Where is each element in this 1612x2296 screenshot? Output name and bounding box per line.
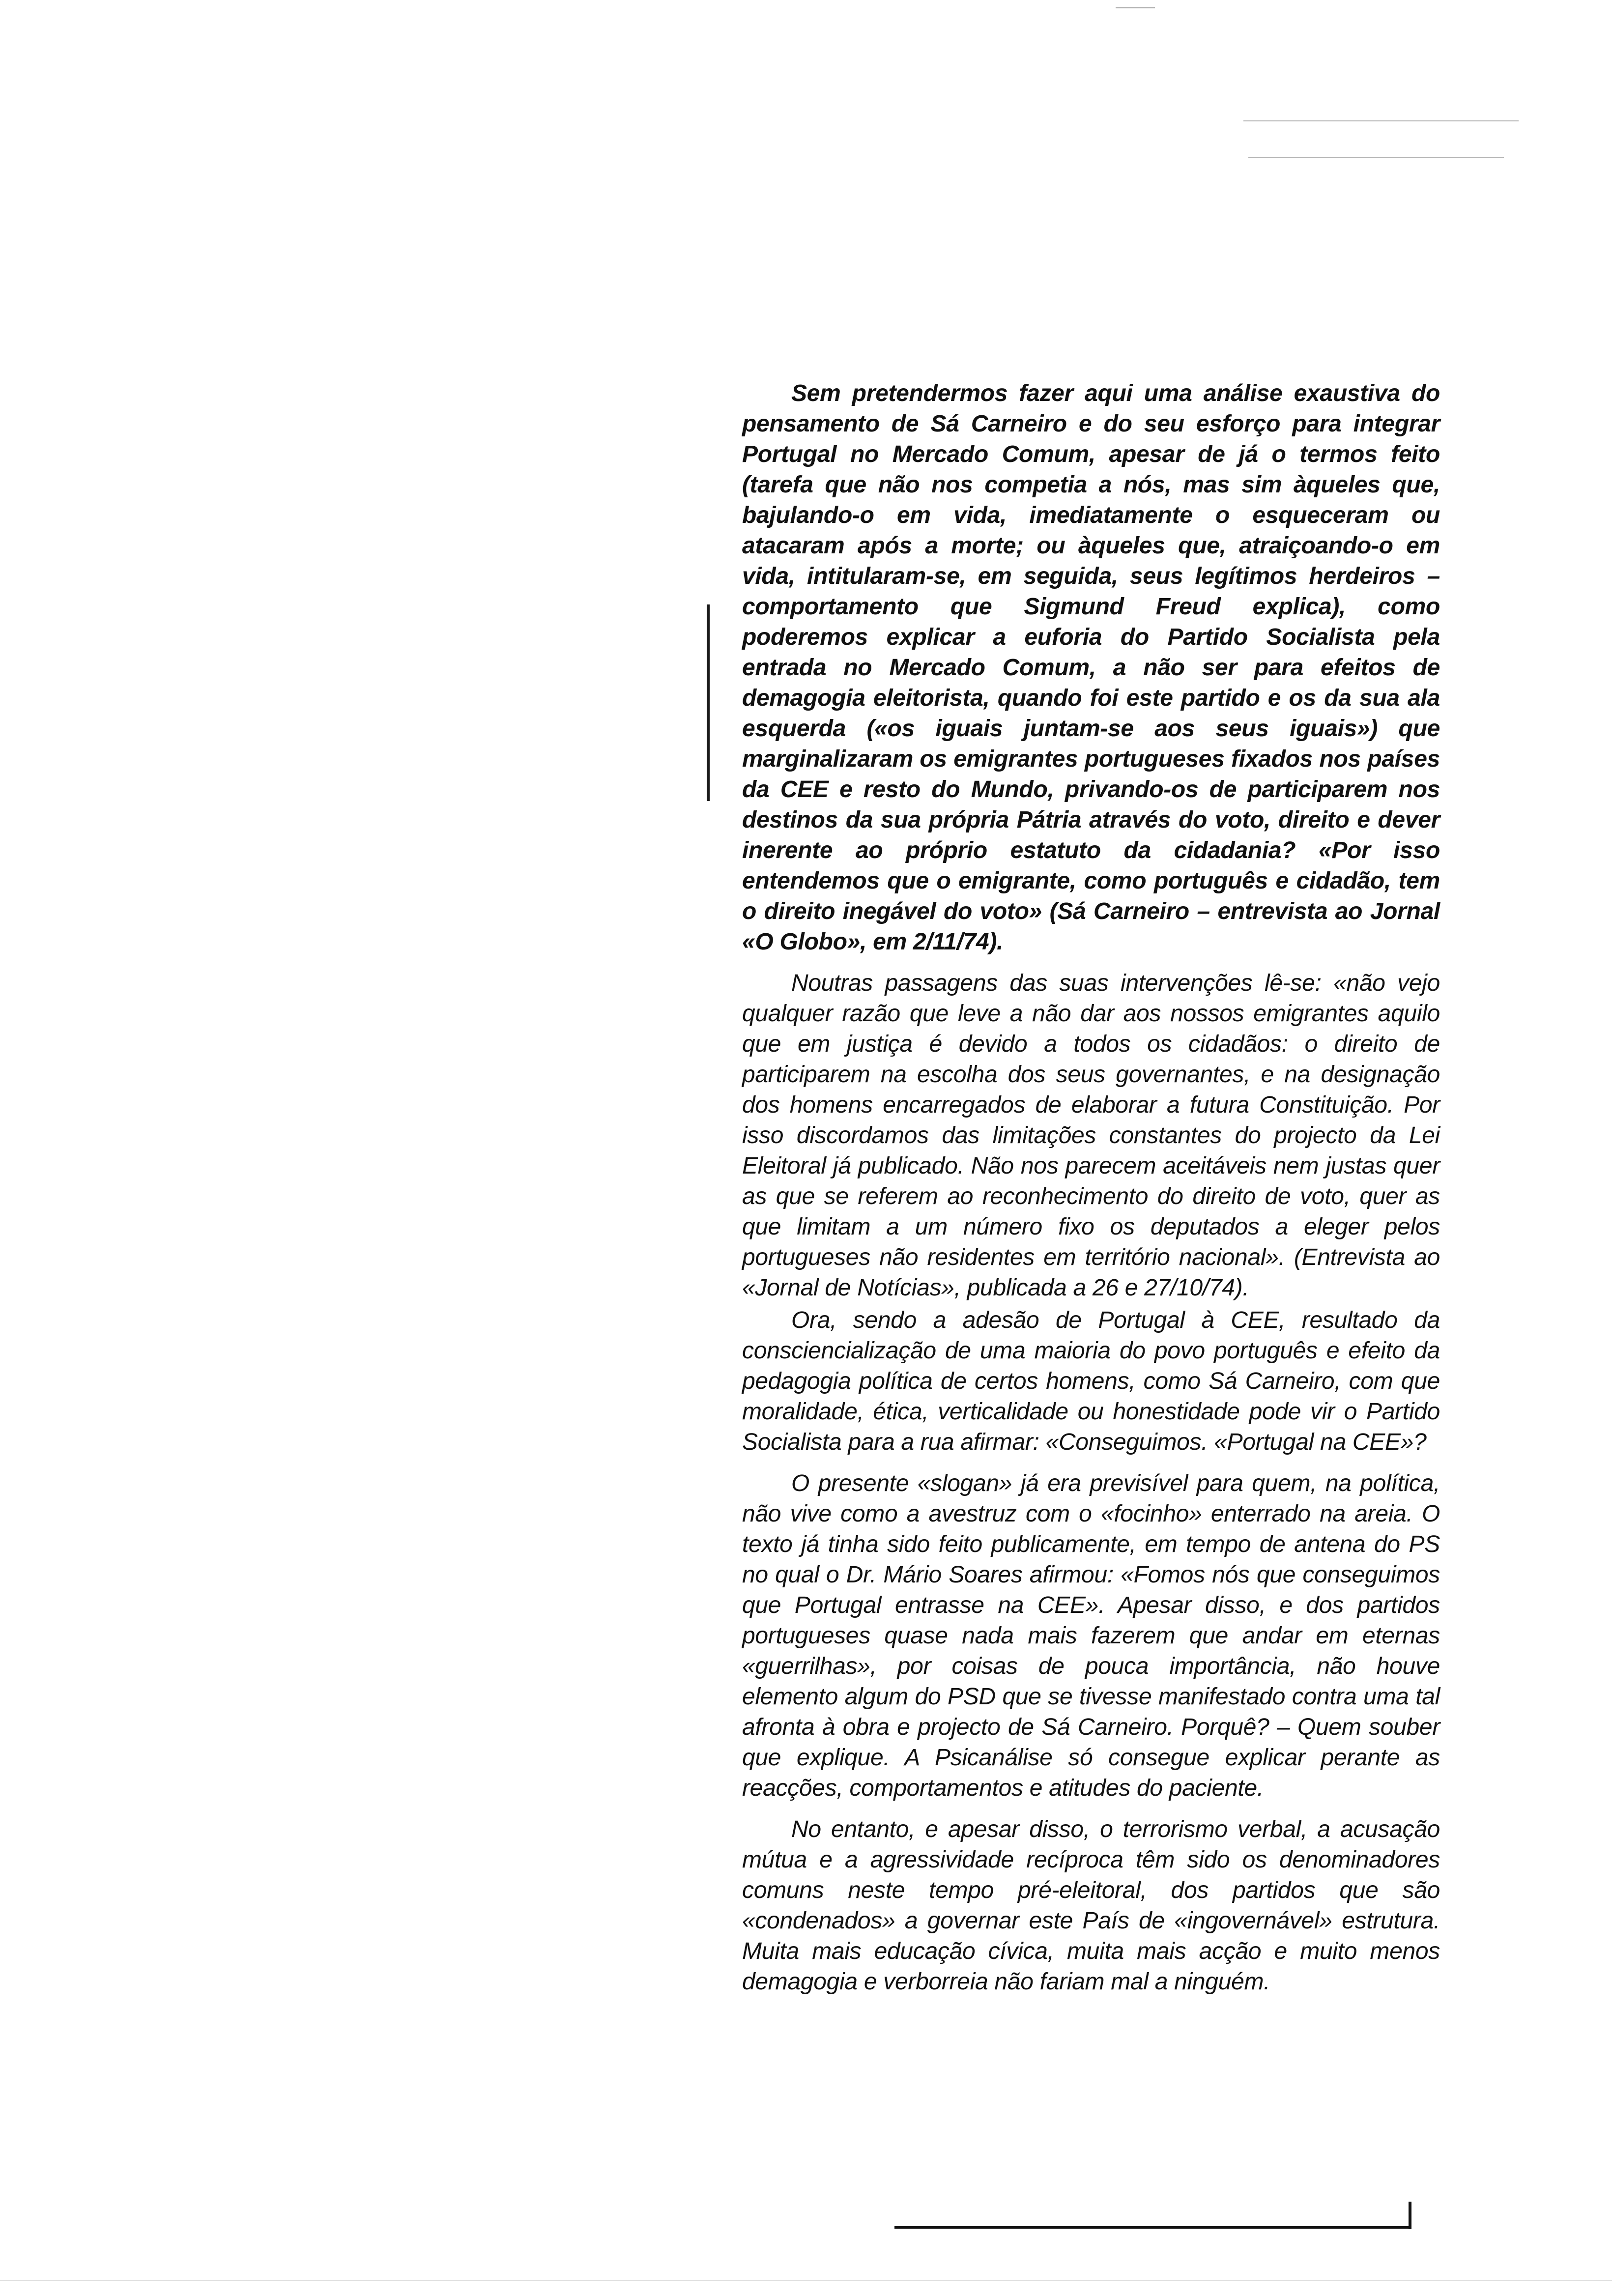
column-marker bbox=[707, 604, 710, 801]
bottom-rule bbox=[894, 2226, 1410, 2229]
scan-noise-top bbox=[1116, 7, 1155, 8]
bottom-corner-mark bbox=[1409, 2202, 1411, 2229]
paragraph-3: Ora, sendo a adesão de Portugal à CEE, resultado da consciencialização de uma maioria do povo português e efeito da pedagogia política de certos homens, como Sá Carneiro, com que moralidade, ética, verticalidade ou honestidade pode vir o Partido Socialista para a rua afirmar: «Conseguimos. «Portugal na CEE»? bbox=[742, 1307, 1440, 1455]
scan-noise-top-right bbox=[1243, 120, 1519, 121]
paragraph-4: O presente «slogan» já era previsível para quem, na política, não vive como a avestruz com o «focinho» enterrado na areia. O texto já tinha sido feito publicamente, em tempo de antena do PS no qual o Dr. Mário Soares afirmou: «Fomos nós que conseguimos que Portugal entrasse na CEE». Apesar disso, e dos partidos portugueses quase nada mais fazerem que andar em eternas «guerrilhas», por coisas de pouca importância, não houve elemento algum do PSD que se tivesse manifestado contra uma tal afronta à obra e projecto de Sá Carneiro. Porquê? – Quem souber que explique. A Psicanálise só consegue explicar perante as reacções, comportamentos e atitudes do paciente. bbox=[742, 1470, 1440, 1801]
scan-noise-top-right-2 bbox=[1248, 157, 1504, 158]
paragraph-1: Sem pretendermos fazer aqui uma análise exaustiva do pensamento de Sá Carneiro e do seu esforço para integrar Portugal no Mercado Comum, apesar de já o termos feito (tarefa que não nos competia a nós, mas sim àqueles que, bajulando-o em vida, imediatamente o esqueceram ou atacaram após a morte; ou àqueles que, atraiçoando-o em vida, intitularam-se, em seguida, seus legítimos herdeiros – comportamento que Sigmund Freud explica), como poderemos explicar a euforia do Partido Socialista pela entrada no Mercado Comum, a não ser para efeitos de demagogia eleitorista, quando foi este partido e os da sua ala esquerda («os iguais juntam-se aos seus iguais») que marginalizaram os emigrantes portugueses fixados nos países da CEE e resto do Mundo, privando-os de participarem nos destinos da sua própria Pátria através do voto, direito e dever inerente ao próprio estatuto da cidadania? «Por isso entendemos que o emigrante, como português e cidadão, tem o direito inegável do voto» (Sá Carneiro – entrevista ao Jornal «O Globo», em 2/11/74). bbox=[742, 380, 1440, 955]
paragraph-5: No entanto, e apesar disso, o terrorismo verbal, a acusação mútua e a agressividade recíproca têm sido os denominadores comuns neste tempo pré-eleitoral, dos partidos que são «condenados» a governar este País de «ingovernável» estrutura. Muita mais educação cívica, muita mais acção e muito menos demagogia e verborreia não fariam mal a ninguém. bbox=[742, 1816, 1440, 1995]
paragraph-2: Noutras passagens das suas intervenções lê-se: «não vejo qualquer razão que leve a não dar aos nossos emigrantes aquilo que em justiça é devido a todos os cidadãos: o direito de participarem na escolha dos seus governantes, e na designação dos homens encarregados de elaborar a futura Constituição. Por isso discordamos das limitações constantes do projecto da Lei Eleitoral já publicado. Não nos parecem aceitáveis nem justas quer as que se referem ao reconhecimento do direito de voto, quer as que limitam a um número fixo os deputados a eleger pelos portugueses não residentes em território nacional». (Entrevista ao «Jornal de Notícias», publicada a 26 e 27/10/74). bbox=[742, 970, 1440, 1301]
scan-noise-bottom bbox=[0, 2280, 1612, 2281]
article-body bbox=[742, 378, 1440, 1999]
